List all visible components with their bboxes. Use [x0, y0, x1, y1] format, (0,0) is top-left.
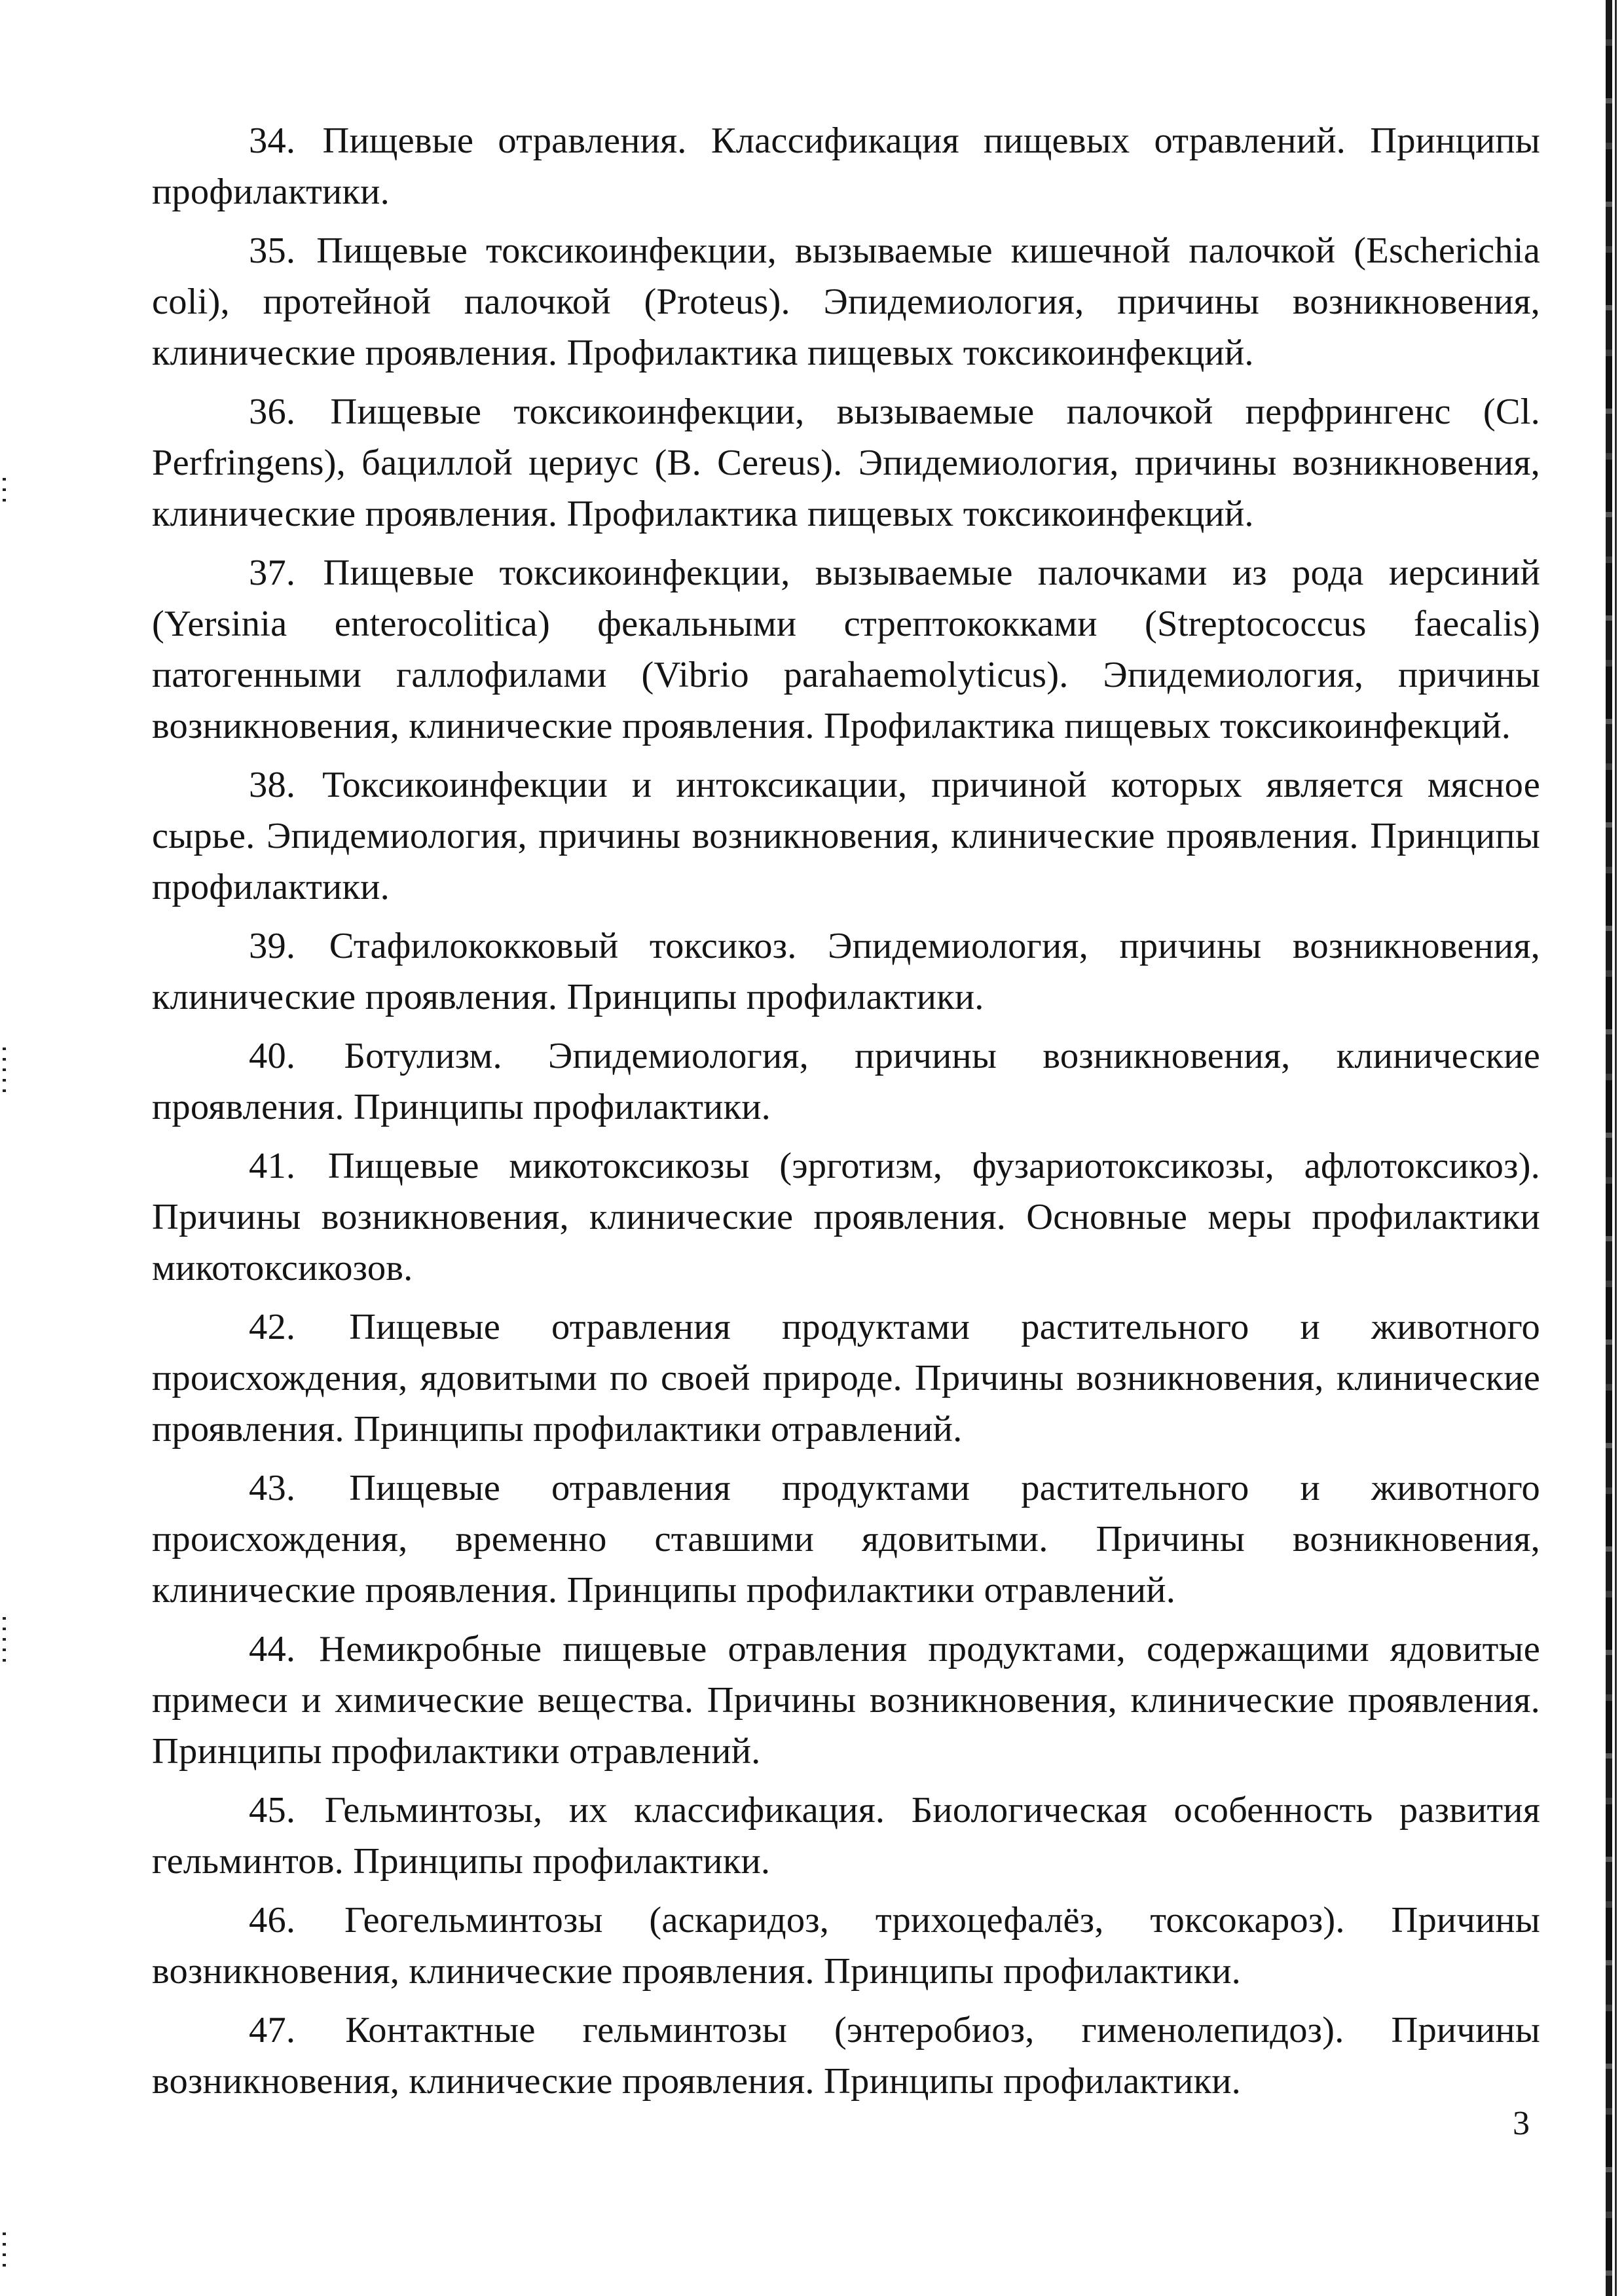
item-text: Гельминтозы, их классификация. Биологическая особенность развития гельминтов. Принципы профилактики.: [152, 1790, 1541, 1882]
item-number: 37.: [249, 553, 296, 593]
item-number: 46.: [249, 1900, 296, 1941]
item-text: Пищевые отравления продуктами растительного и животного происхождения, ядовитыми по своей природе. Причины возникновения, клинические проявления. Принципы профилактики отравлений.: [152, 1307, 1541, 1449]
list-item: [152, 386, 1540, 539]
item-number: 45.: [249, 1790, 296, 1831]
list-item: [152, 920, 1540, 1023]
list-item: [152, 1785, 1540, 1887]
question-list: [152, 115, 1540, 2115]
item-text: Пищевые микотоксикозы (эрготизм, фузариотоксикозы, афлотоксикоз). Причины возникновения, клинические проявления. Основные меры профилактики микотоксикозов.: [152, 1146, 1540, 1288]
scan-edge-artifact: [1615, 0, 1617, 2296]
list-item: [152, 547, 1540, 752]
item-number: 47.: [249, 2010, 296, 2050]
scan-mark-artifact: [3, 478, 9, 509]
item-number: 40.: [249, 1036, 296, 1076]
item-text: Токсикоинфекции и интоксикации, причиной которых является мясное сырье. Эпидемиология, причины возникновения, клинические проявления. Принципы профилактики.: [152, 765, 1540, 907]
item-number: 34.: [249, 120, 296, 161]
scan-edge-artifact: [1606, 0, 1612, 2296]
item-number: 36.: [249, 392, 296, 432]
list-item: [152, 1140, 1540, 1294]
item-text: Пищевые токсикоинфекции, вызываемые палочками из рода иерсиний (Yersinia enterocolitica) фекальными стрептококками (Streptococcus faecalis) патогенными галлофилами (Vibrio parahaemolyticus). Эпидемиология, причины возникновения, клинические проявления. Профилактика пищевых токсикоинфекций.: [152, 553, 1541, 746]
list-item: [152, 1463, 1540, 1616]
item-text: Ботулизм. Эпидемиология, причины возникновения, клинические проявления. Принципы профилактики.: [152, 1036, 1541, 1127]
item-text: Стафилококковый токсикоз. Эпидемиология, причины возникновения, клинические проявления. Принципы профилактики.: [152, 926, 1540, 1017]
item-number: 38.: [249, 765, 296, 805]
item-number: 43.: [249, 1468, 296, 1508]
item-text: Пищевые токсикоинфекции, вызываемые палочкой перфрингенс (Cl. Perfringens), бациллой цериус (B. Cereus). Эпидемиология, причины возникновения, клинические проявления. Профилактика пищевых токсикоинфекций.: [152, 392, 1540, 534]
scan-mark-artifact: [3, 2232, 9, 2274]
list-item: [152, 1895, 1540, 1997]
list-item: [152, 225, 1540, 378]
list-item: [152, 1030, 1540, 1133]
item-text: Пищевые токсикоинфекции, вызываемые кишечной палочкой (Escherichia coli), протейной палочкой (Proteus). Эпидемиология, причины возникновения, клинические проявления. Профилактика пищевых токсикоинфекций.: [152, 230, 1540, 373]
item-number: 42.: [249, 1307, 296, 1347]
list-item: [152, 1624, 1540, 1777]
item-text: Геогельминтозы (аскаридоз, трихоцефалёз, токсокароз). Причины возникновения, клинические проявления. Принципы профилактики.: [152, 1900, 1540, 1992]
item-text: Пищевые отравления. Классификация пищевых отравлений. Принципы профилактики.: [152, 120, 1540, 212]
page-number: 3: [1513, 2105, 1530, 2142]
item-number: 41.: [249, 1146, 296, 1186]
item-number: 35.: [249, 230, 296, 271]
item-text: Немикробные пищевые отравления продуктами, содержащими ядовитые примеси и химические вещества. Причины возникновения, клинические проявления. Принципы профилактики отравлений.: [152, 1629, 1540, 1772]
item-text: Пищевые отравления продуктами растительного и животного происхождения, временно ставшими ядовитыми. Причины возникновения, клинические проявления. Принципы профилактики отравлений.: [152, 1468, 1541, 1611]
item-text: Контактные гельминтозы (энтеробиоз, гименолепидоз). Причины возникновения, клинические проявления. Принципы профилактики.: [152, 2010, 1540, 2102]
list-item: [152, 2005, 1540, 2107]
scan-mark-artifact: [3, 1048, 9, 1100]
list-item: [152, 115, 1540, 217]
scan-mark-artifact: [3, 1617, 9, 1669]
list-item: [152, 759, 1540, 913]
item-number: 39.: [249, 926, 296, 966]
list-item: [152, 1302, 1540, 1455]
item-number: 44.: [249, 1629, 296, 1669]
